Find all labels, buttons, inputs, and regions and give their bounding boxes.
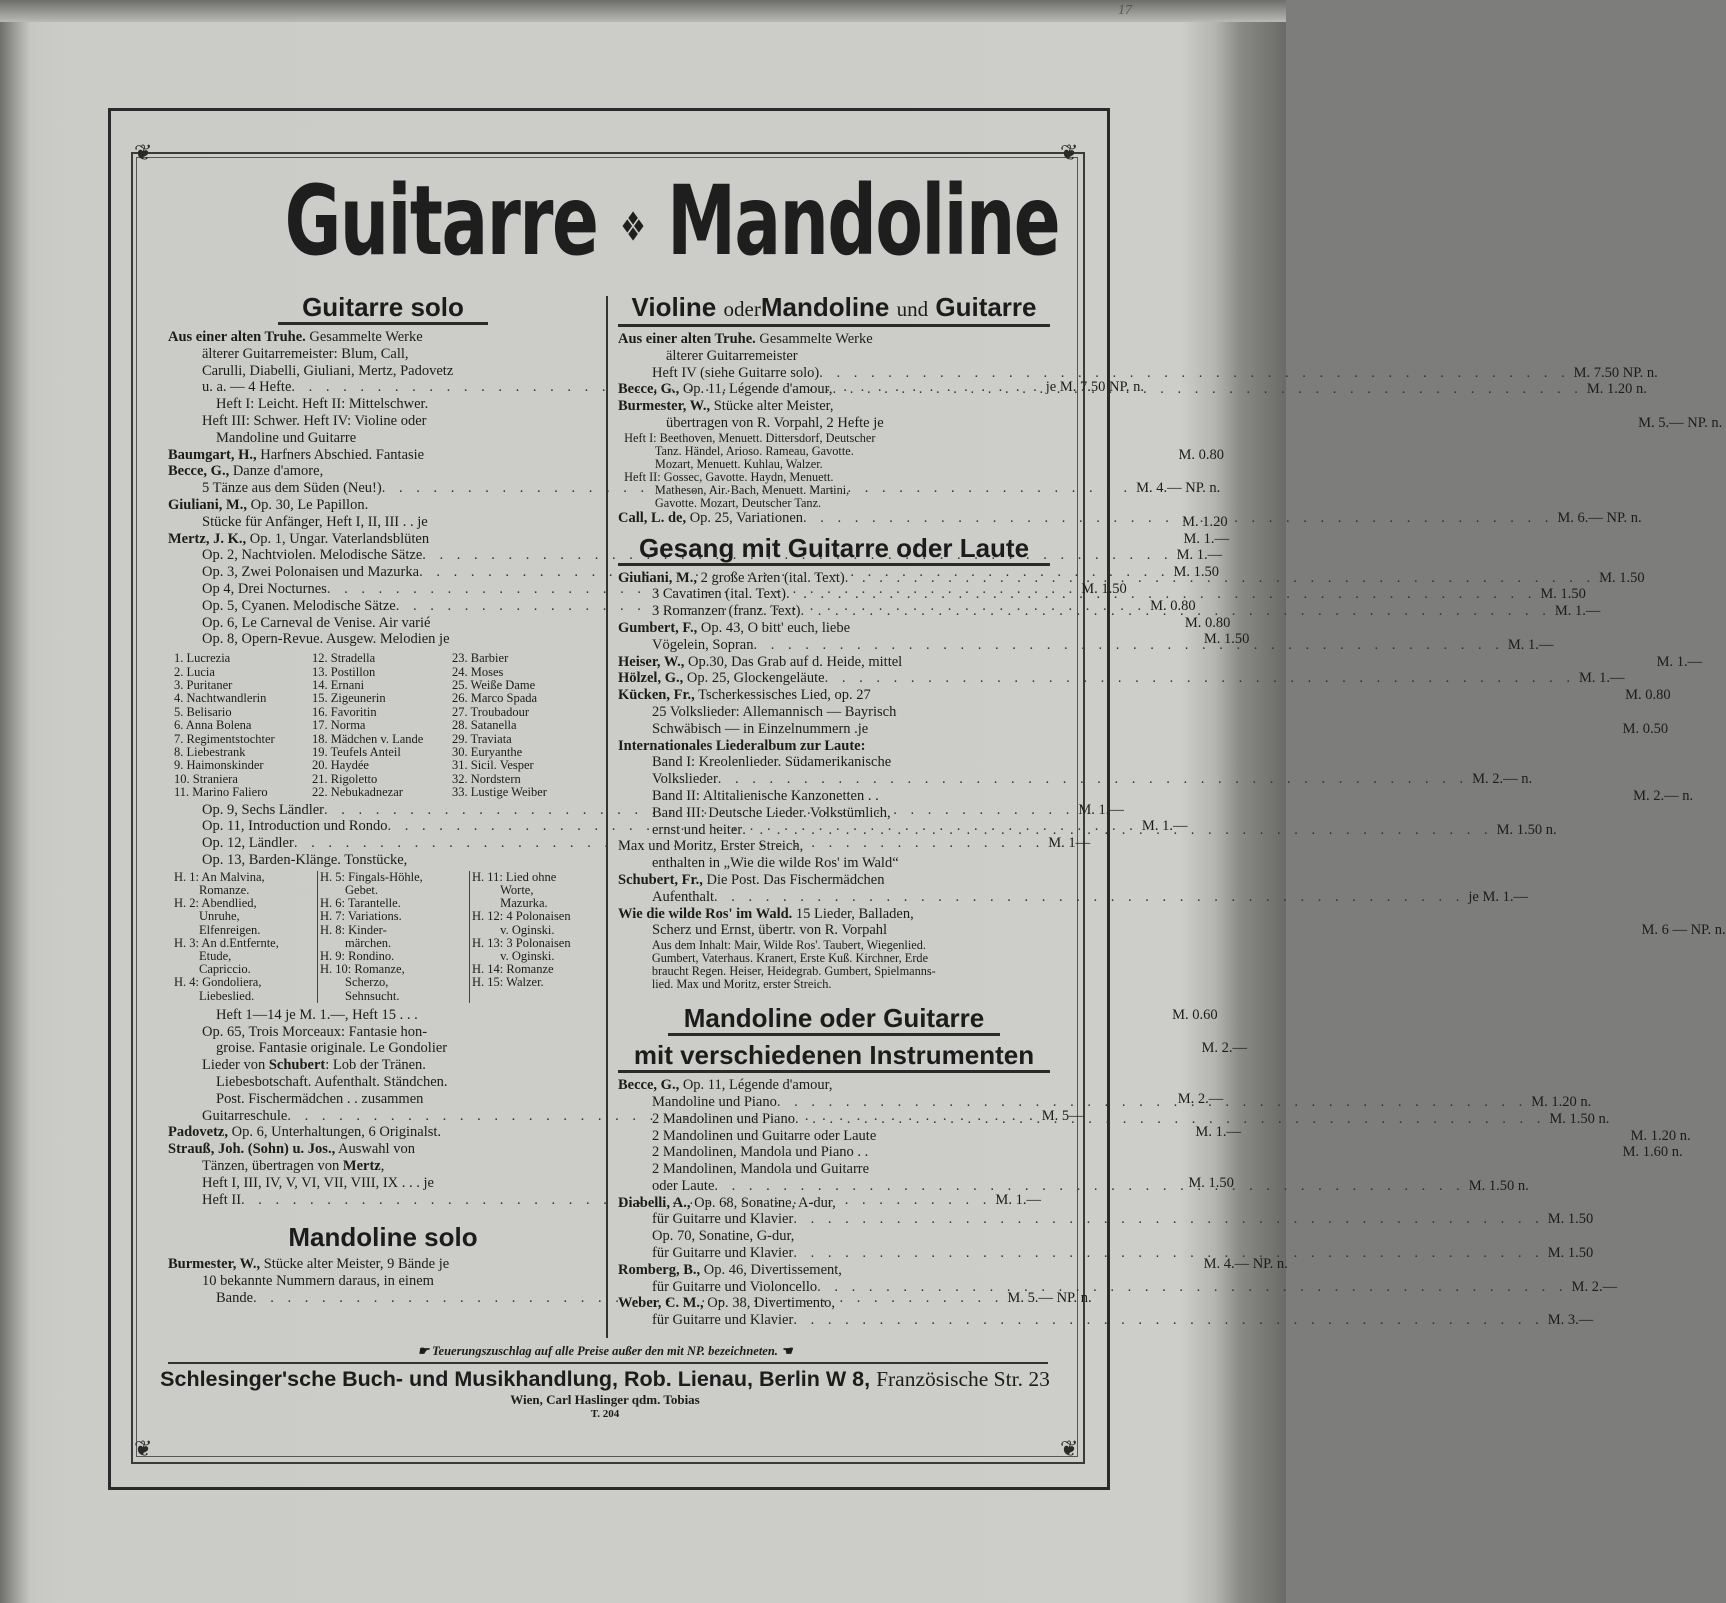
entry-text: 5 Tänze aus dem Süden (Neu!) [202, 480, 382, 497]
entry-text: Weber, C. M., Op. 38, Divertimento, [618, 1295, 835, 1312]
entry-text: Liebesbotschaft. Aufenthalt. Ständchen. [216, 1074, 448, 1091]
entry-text: Heft I: Leicht. Heft II: Mittelschwer. [216, 396, 429, 413]
entry-text: 3 Cavatinen (ital. Text) [652, 586, 787, 603]
opera-item: 33. Lustige Weiber [452, 785, 547, 800]
entry-price: M. 1.50 [1188, 1174, 1234, 1191]
catalog-entry [618, 670, 1625, 687]
corner-ornament-icon: ❦ [134, 140, 153, 165]
entry-text: Op. 8, Opern-Revue. Ausgew. Melodien je [202, 631, 450, 648]
entry-text: Heft IV (siehe Guitarre solo) [652, 364, 820, 381]
entry-price: M. 2.— [1571, 1278, 1618, 1295]
entry-price: M. 1.50 n. [1549, 1110, 1610, 1127]
entry-text: Diabelli, A., Op. 68, Sonatine, A-dur, [618, 1194, 836, 1211]
catalog-entry [618, 687, 1671, 704]
page-title [284, 165, 1060, 277]
entry-text: Op. 70, Sonatine, G-dur, [652, 1228, 795, 1245]
entry-price: M. 6 — NP. n. [1641, 922, 1726, 939]
catalog-entry [618, 1278, 1618, 1296]
heading-part: und [896, 297, 929, 321]
leader-dots [786, 586, 1536, 603]
opera-item: 28. Satanella [452, 718, 517, 733]
entry-price: M. 4.— NP. n. [1136, 480, 1221, 497]
burmester-contents: Heft I: Beethoven, Menuett. Dittersdorf, Deutscher Tanz. Händel, Arioso. Rameau, Gavotte. Mozart, Menuett. Kuhlau, Walzer. Heft II: Gossec, Gavotte. Haydn, Menuett. Matheson, Air. Bach, Menuett. Martini, Gavotte. Mozart, Deutscher Tanz. [618, 430, 876, 510]
opera-item: 9. Haimonskinder [174, 758, 264, 773]
entry-price: M. 1.— [1141, 818, 1188, 835]
section-heading-guitarre-solo: Guitarre solo [278, 292, 488, 325]
entry-text: Schwäbisch — in Einzelnummern .je [652, 720, 869, 737]
entry-text: Giuliani, M., Op. 30, Le Papillon. [168, 496, 369, 513]
catalog-entry [618, 620, 1050, 637]
leader-dots [718, 771, 1468, 788]
wilde-ros-contents: Aus dem Inhalt: Mair, Wilde Ros'. Taubert, Wiegenlied. Gumbert, Vaterhaus. Kranert, Erste Kuß. Kirchner, Erde braucht Regen. Heiser, Heidegrab. Gumbert, Spielmanns- lied. Max und Moritz, erster Streich. [618, 938, 936, 992]
leader-dots [845, 570, 1595, 587]
catalog-entry [168, 446, 1225, 464]
entry-text: Aufenthalt [652, 888, 715, 905]
entry-text: Heft II [202, 1191, 242, 1208]
section-heading-instrumente: mit verschiedenen Instrumenten [618, 1040, 1050, 1073]
entry-text: Heft 1—14 je M. 1.—, Heft 15 . . . [216, 1006, 418, 1023]
entry-price: M. 6.— NP. n. [1557, 509, 1642, 526]
catalog-entry [618, 364, 1658, 382]
opera-list [174, 652, 598, 799]
catalog-entry [618, 414, 1723, 432]
catalog-entry [168, 852, 598, 869]
leader-dots [742, 822, 1492, 839]
entry-text: Band I: Kreolenlieder. Südamerikanische [652, 754, 892, 771]
entry-price: M. 2.— n. [1472, 771, 1533, 788]
entry-price: M. 7.50 NP. n. [1573, 364, 1658, 381]
catalog-entry [168, 396, 598, 413]
catalog-entry [618, 738, 1050, 755]
entry-price: M. 1.50 n. [1468, 1177, 1529, 1194]
catalog-entry [618, 906, 1050, 923]
title-left: Guitarre [284, 165, 598, 277]
entry-price: M. 1.50 [1540, 586, 1586, 603]
leader-dots [777, 1094, 1527, 1111]
opera-item: 8. Liebestrank [174, 744, 246, 759]
catalog-entry [618, 653, 1703, 671]
entry-text: Op. 13, Barden-Klänge. Tonstücke, [202, 852, 408, 868]
section-heading-gesang: Gesang mit Guitarre oder Laute [618, 533, 1050, 566]
corner-ornament-icon: ❦ [1060, 140, 1079, 165]
opera-item: 32. Nordstern [452, 771, 521, 786]
entry-price: M. 2.— n. [1633, 787, 1694, 804]
entry-price: M. 1.20 n. [1531, 1093, 1592, 1110]
entry-text: Becce, G., Op. 11, Légende d'amour, [618, 1077, 833, 1094]
entry-price: M. 1.50 [1081, 580, 1127, 597]
leader-dots [819, 365, 1569, 382]
entry-text: 2 Mandolinen und Guitarre oder Laute [652, 1127, 877, 1144]
entry-text: Stücke für Anfänger, Heft I, II, III . . je [202, 513, 428, 530]
entry-text: Padovetz, Op. 6, Unterhaltungen, 6 Originalst. [168, 1124, 442, 1141]
opera-item: 29. Traviata [452, 731, 512, 746]
corner-ornament-icon: ❦ [1060, 1436, 1079, 1461]
entry-text: Call, L. de, Op. 25, Variationen [618, 509, 803, 526]
entry-price: M. 1.— [1176, 547, 1223, 564]
entry-text: Aus einer alten Truhe. Gesammelte Werke [168, 329, 423, 345]
entry-text: Tänzen, übertragen von Mertz, [202, 1158, 385, 1174]
leader-dots [801, 603, 1551, 620]
catalog-entry [168, 430, 598, 447]
opera-item: 14. Ernani [312, 677, 365, 692]
entry-price: M. 1.50 n. [1496, 821, 1557, 838]
catalog-entry [618, 1211, 1594, 1228]
entry-price: M. 1.— [1507, 636, 1554, 653]
opera-item: 6. Anna Bolena [174, 718, 252, 733]
catalog-entry [168, 497, 598, 514]
catalog-entry [168, 480, 1221, 497]
entry-price: M. 1.— [1578, 670, 1625, 687]
entry-text: Op. 3, Zwei Polonaisen und Mazurka [202, 564, 420, 581]
vienna-line: Wien, Carl Haslinger qdm. Tobias [510, 1392, 700, 1407]
opera-item: 15. Zigeunerin [312, 691, 386, 706]
entry-price: M. 3.— [1547, 1312, 1594, 1329]
opera-item: 18. Mädchen v. Lande [312, 731, 424, 746]
catalog-entry [618, 348, 1050, 365]
entry-text: Internationales Liederalbum zur Laute: [618, 737, 866, 754]
barden-klaenge-hefte [172, 871, 598, 1003]
catalog-entry [618, 855, 1050, 872]
entry-text: Op. 2, Nachtviolen. Melodische Sätze [202, 547, 423, 564]
entry-price: M. 1.20 n. [1586, 381, 1647, 398]
entry-text: Becce, G., Danze d'amore, [168, 463, 324, 480]
entry-text: Max und Moritz, Erster Streich, [618, 838, 804, 855]
leader-dots [714, 1178, 1464, 1195]
entry-price: je M. 1.— [1468, 888, 1528, 905]
catalog-entry [618, 1195, 1050, 1212]
entry-text: enthalten in „Wie die wilde Ros' im Wald“ [652, 855, 899, 872]
catalog-entry [168, 1074, 598, 1091]
entry-price: M. 0.50 [1622, 720, 1669, 737]
entry-text: Mandoline und Guitarre [216, 429, 357, 446]
catalog-entry [168, 346, 598, 363]
entry-text: Carulli, Diabelli, Giuliani, Mertz, Padovetz [202, 362, 454, 379]
entry-text: Mandoline und Piano [652, 1093, 777, 1110]
catalog-entry [168, 363, 598, 380]
leader-dots [817, 1279, 1567, 1296]
entry-price: M. 1.60 n. [1622, 1144, 1683, 1161]
entry-text: Burmester, W., Stücke alter Meister, [618, 398, 834, 415]
entry-text: Op. 9, Sechs Ländler [202, 801, 325, 818]
catalog-entry [618, 398, 1050, 415]
entry-text: Op. 65, Trois Morceaux: Fantasie hon- [202, 1023, 428, 1040]
leader-dots [793, 1245, 1543, 1262]
entry-text: Heft I, III, IV, V, VI, VII, VIII, IX . . . je [202, 1174, 434, 1191]
catalog-entry [618, 1228, 1050, 1245]
entry-text: Giuliani, M., 2 große Arien (ital. Text) [618, 569, 845, 586]
opera-item: 31. Sicil. Vesper [452, 758, 534, 773]
opera-item: 21. Rigoletto [312, 771, 378, 786]
publisher-name: Schlesinger'sche Buch- und Musikhandlung, Rob. Lienau, Berlin W 8, [160, 1367, 871, 1391]
leader-dots [803, 510, 1553, 527]
entry-price: M. 1.— [995, 1191, 1041, 1208]
plate-number: T. 204 [590, 1408, 620, 1420]
catalog-entry [618, 771, 1533, 788]
entry-price: M. 0.80 [1625, 687, 1671, 704]
opera-item: 25. Weiße Dame [452, 677, 536, 692]
entry-text: Kücken, Fr., Tscherkessisches Lied, op. 27 [618, 687, 871, 704]
title-separator-icon: ❖ [620, 204, 645, 251]
leader-dots [833, 381, 1583, 398]
catalog-entry [618, 704, 1050, 721]
entry-price: M. 1.— [1078, 801, 1124, 818]
entry-text: Mertz, J. K., Op. 1, Ungar. Vaterlandsblüten [168, 530, 430, 547]
catalog-entry [618, 569, 1645, 587]
heft-group: H. 1: An Malvina, Romanze. H. 2: Abendlied, Unruhe, Elfenreigen. H. 3: An d.Entfernte, Etude, Capriccio. H. 4: Gondoliera, Liebeslied. [172, 871, 318, 1003]
opera-item: 5. Belisario [174, 704, 232, 719]
leader-dots [825, 670, 1575, 687]
entry-text: oder Laute [652, 1177, 715, 1194]
heft-group: H. 5: Fingals-Höhle, Gebet. H. 6: Tarantelle. H. 7: Variations. H. 8: Kinder- märchen. H. 9: Rondino. H. 10: Romanze, Scherzo, Sehnsucht. [318, 871, 470, 1003]
leader-dots [753, 637, 1503, 654]
catalog-entry [168, 1158, 598, 1175]
entry-text: 3 Romanzen (franz. Text) [652, 603, 801, 620]
section-heading-violine [618, 292, 1050, 327]
heft-group: H. 11: Lied ohne Worte, Mazurka. H. 12: 4 Polonaisen v. Oginski. H. 13: 3 Polonaisen v. Oginski. H. 14: Romanze H. 15: Walzer. [472, 869, 571, 990]
section-heading-mandoline-solo: Mandoline solo [288, 1222, 478, 1253]
entry-text: Romberg, B., Op. 46, Divertissement, [618, 1261, 842, 1278]
opera-item: 20. Haydée [312, 758, 369, 773]
entry-text: Schubert, Fr., Die Post. Das Fischermädchen [618, 871, 885, 888]
entry-text: Volkslieder [652, 771, 718, 788]
opera-item: 24. Moses [452, 664, 504, 679]
entry-price: M. 2.— [1177, 1090, 1224, 1107]
opera-item: 13. Postillon [312, 664, 376, 679]
leader-dots [714, 889, 1464, 906]
catalog-entry [618, 720, 1669, 738]
entry-price: M. 5.— NP. n. [1007, 1289, 1092, 1306]
catalog-entry [618, 754, 1050, 771]
entry-text: Heiser, W., Op.30, Das Grab auf d. Heide, mittel [618, 653, 903, 670]
opera-item: 3. Puritaner [174, 677, 233, 692]
entry-text: Op. 11, Introduction und Rondo [202, 818, 388, 835]
entry-price: M. 0.80 [1178, 446, 1225, 463]
entry-price: M. 0.80 [1150, 597, 1196, 614]
entry-text: Hölzel, G., Op. 25, Glockengeläute [618, 670, 825, 687]
catalog-entry [168, 463, 598, 480]
catalog-entry [618, 1144, 1683, 1161]
opera-item: 16. Favoritin [312, 704, 377, 719]
entry-text: für Guitarre und Klavier [652, 1211, 794, 1228]
catalog-entry [618, 331, 1050, 348]
entry-price: M. 1.— [1195, 1124, 1241, 1141]
opera-item: 11. Marino Faliero [174, 785, 268, 800]
heading-part: oder [723, 297, 761, 321]
entry-text: Vögelein, Sopran [652, 636, 754, 653]
entry-price: M. 1.— [1183, 530, 1229, 547]
entry-price: M. 1.50 [1203, 631, 1250, 648]
catalog-entry [168, 329, 598, 346]
catalog-entry [618, 1127, 1691, 1145]
entry-text: Op 4, Drei Nocturnes [202, 580, 327, 597]
catalog-entry [168, 413, 598, 430]
entry-text: für Guitarre und Klavier [652, 1245, 794, 1262]
catalog-entry [618, 821, 1557, 839]
entry-text: Heft III: Schwer. Heft IV: Violine oder [202, 412, 427, 429]
entry-text: u. a. — 4 Hefte [202, 379, 292, 396]
opera-item: 12. Stradella [312, 651, 376, 666]
footer-rule [168, 1362, 1048, 1364]
entry-price: M. 5.— NP. n. [1638, 414, 1723, 431]
entry-text: ernst und heiter [652, 821, 743, 838]
catalog-entry [168, 1141, 598, 1158]
opera-item: 27. Troubadour [452, 704, 530, 719]
heading-part: Violine [631, 292, 717, 322]
catalog-entry [168, 1057, 598, 1074]
entry-text: für Guitarre und Klavier [652, 1312, 794, 1329]
heading-part: Mandoline [760, 292, 890, 322]
opera-item: 23. Barbier [452, 651, 509, 666]
entry-text: 10 bekannte Nummern daraus, in einem [202, 1273, 434, 1290]
catalog-entry [618, 1312, 1594, 1329]
entry-text: Bande [216, 1289, 254, 1306]
leader-dots [793, 1211, 1543, 1228]
opera-item: 10. Straniera [174, 771, 238, 786]
entry-text: Band II: Altitalienische Kanzonetten . . [652, 787, 879, 804]
catalog-entry [168, 1273, 598, 1290]
entry-price: M. 0.80 [1184, 614, 1231, 631]
opera-item: 17. Norma [312, 718, 366, 733]
entry-text: übertragen von R. Vorpahl, 2 Hefte je [666, 414, 884, 431]
opera-item: 19. Teufels Anteil [312, 744, 401, 759]
entry-text: älterer Guitarremeister: Blum, Call, [202, 345, 409, 362]
page-edge [0, 0, 1286, 22]
entry-price: M. 1.20 [1182, 513, 1228, 530]
entry-price: M. 0.60 [1172, 1006, 1218, 1023]
entry-price: M. 1.50 [1599, 569, 1645, 586]
publisher-footer [140, 1367, 1070, 1420]
entry-text: 2 Mandolinen, Mandola und Piano . . [652, 1144, 869, 1161]
opera-item: 26. Marco Spada [452, 691, 538, 706]
entry-text: Gumbert, F., Op. 43, O bitt' euch, liebe [618, 619, 851, 636]
leader-dots [795, 1111, 1545, 1128]
catalog-entry [618, 872, 1050, 889]
entry-text: 2 Mandolinen und Piano [652, 1110, 795, 1127]
catalog-entry [618, 586, 1586, 603]
entry-price: M. 1.20 n. [1630, 1127, 1691, 1144]
entry-price: M. 1.50 [1173, 564, 1219, 581]
entry-text: Op. 5, Cyanen. Melodische Sätze [202, 597, 396, 614]
publisher-address: Französische Str. 23 [876, 1367, 1050, 1391]
entry-text: Wie die wilde Ros' im Wald. 15 Lieder, Balladen, [618, 905, 914, 922]
corner-ornament-icon: ❦ [134, 1436, 153, 1461]
entry-price: M. 1— [1048, 835, 1091, 852]
entry-text: Op. 12, Ländler [202, 835, 294, 852]
entry-price: M. 2.— [1201, 1040, 1248, 1057]
catalog-entry [618, 1262, 1050, 1279]
catalog-entry [618, 787, 1694, 805]
entry-price: M. 1.— [1656, 653, 1703, 670]
entry-text: 25 Volkslieder: Allemannisch — Bayrisch [652, 703, 897, 720]
entry-text: Scherz und Ernst, übertr. von R. Vorpahl [652, 922, 888, 939]
opera-item: 22. Nebukadnezar [312, 785, 403, 800]
price-note: ☛ Teuerungszuschlag auf alle Preise außer den mit NP. bezeichneten. ☚ [417, 1344, 793, 1358]
catalog-entry [168, 1024, 598, 1041]
corner-number: 17 [1118, 3, 1132, 18]
entry-text: 2 Mandolinen, Mandola und Guitarre [652, 1161, 870, 1178]
opera-item: 30. Euryanthe [452, 744, 523, 759]
entry-text: Baumgart, H., Harfners Abschied. Fantasie [168, 446, 425, 463]
entry-price: M. 4.— NP. n. [1203, 1256, 1288, 1273]
gesang-list [618, 569, 1726, 940]
catalog-entry [618, 1295, 1050, 1312]
entry-text: Op. 6, Le Carneval de Venise. Air varié [202, 614, 431, 631]
entry-text: Guitarreschule [202, 1107, 288, 1124]
opera-item: 1. Lucrezia [174, 651, 231, 666]
opera-item: 7. Regimentstochter [174, 731, 275, 746]
title-right: Mandoline [667, 165, 1060, 277]
catalog-entry [618, 1245, 1594, 1262]
entry-price: je M. 7.50 NP. n. [1045, 379, 1145, 396]
catalog-entry [618, 1161, 1050, 1178]
entry-price: M. 1.50 [1547, 1211, 1594, 1228]
publisher-line [140, 1367, 1070, 1392]
catalog-entry [618, 838, 1050, 855]
catalog-entry [618, 888, 1528, 906]
catalog-entry [618, 1177, 1529, 1195]
entry-text: groise. Fantasie originale. Le Gondolier [216, 1040, 448, 1057]
entry-text: Lieder von Schubert: Lob der Tränen. [202, 1057, 426, 1074]
entry-text: für Guitarre und Violoncello [652, 1278, 818, 1295]
entry-text: Becce, G., Op. 11, Légende d'amour, [618, 381, 833, 398]
entry-text: Band III: Deutsche Lieder. Volkstümlich, [652, 804, 891, 821]
entry-text: Post. Fischermädchen . . zusammen [216, 1090, 424, 1107]
entry-price: M. 1.— [1554, 603, 1601, 620]
catalog-entry [618, 805, 1050, 822]
heading-part: Guitarre [935, 292, 1037, 322]
entry-text: Burmester, W., Stücke alter Meister, 9 Bände je [168, 1256, 450, 1273]
catalog-entry [618, 922, 1726, 939]
entry-price: M. 1.50 [1547, 1245, 1594, 1262]
catalog-entry [618, 1077, 1050, 1094]
entry-text: älterer Guitarremeister [666, 347, 798, 364]
opera-item: 4. Nachtwandlerin [174, 691, 267, 706]
entry-text: Strauß, Joh. (Sohn) u. Jos., Auswahl von [168, 1141, 415, 1158]
opera-item: 2. Lucia [174, 664, 215, 679]
section-heading-mandoline-oder-guitarre: Mandoline oder Guitarre [668, 1003, 1000, 1036]
entry-price: M. 5— [1041, 1107, 1084, 1124]
entry-text: Aus einer alten Truhe. Gesammelte Werke [618, 331, 873, 347]
leader-dots [793, 1312, 1543, 1329]
